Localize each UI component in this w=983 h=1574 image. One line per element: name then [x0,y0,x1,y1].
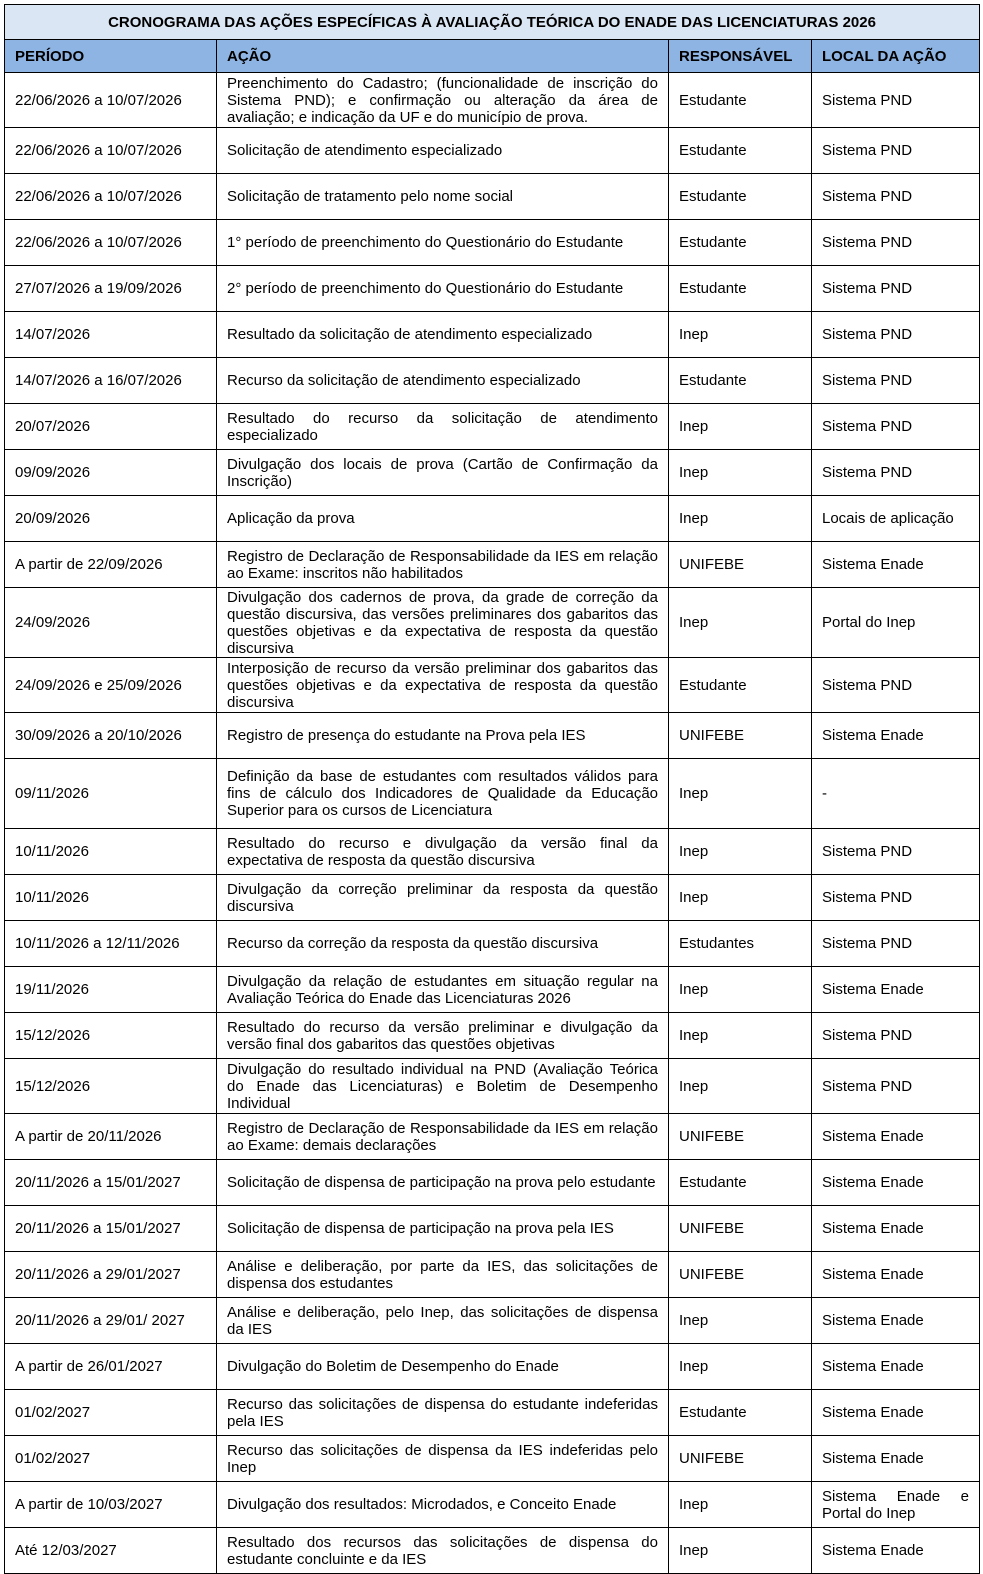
cell-acao: Registro de presença do estudante na Prova pela IES [217,713,669,759]
cell-responsavel: Inep [669,404,812,450]
cell-local: Sistema PND [812,220,980,266]
cell-local: Sistema Enade [812,542,980,588]
table-row [5,875,980,921]
cell-periodo: 22/06/2026 a 10/07/2026 [5,174,217,220]
cell-acao: Resultado da solicitação de atendimento especializado [217,312,669,358]
cell-responsavel: Inep [669,967,812,1013]
cell-periodo: 20/11/2026 a 29/01/2027 [5,1252,217,1298]
table-row [5,829,980,875]
cell-periodo: 24/09/2026 e 25/09/2026 [5,658,217,713]
cell-responsavel: Inep [669,759,812,829]
cell-local: Sistema PND [812,404,980,450]
cell-responsavel: Inep [669,496,812,542]
cell-local: Sistema PND [812,174,980,220]
cell-periodo: 10/11/2026 [5,875,217,921]
header-periodo: PERÍODO [5,40,217,73]
cell-local: Sistema PND [812,450,980,496]
cell-periodo: 09/11/2026 [5,759,217,829]
cell-local: Sistema PND [812,921,980,967]
cell-periodo: 20/11/2026 a 29/01/ 2027 [5,1298,217,1344]
cell-acao: Solicitação de dispensa de participação na prova pela IES [217,1206,669,1252]
cell-acao: Divulgação dos cadernos de prova, da grade de correção da questão discursiva, das versões preliminares dos gabaritos das questões objetivas e da expectativa de resposta da questão discursiva [217,588,669,658]
table-row [5,266,980,312]
table-title: CRONOGRAMA DAS AÇÕES ESPECÍFICAS À AVALIAÇÃO TEÓRICA DO ENADE DAS LICENCIATURAS 2026 [5,5,980,40]
cell-periodo: Até 12/03/2027 [5,1528,217,1574]
cell-acao: Solicitação de atendimento especializado [217,128,669,174]
title-row [5,5,980,40]
cell-periodo: 24/09/2026 [5,588,217,658]
cell-local: Sistema Enade [812,1114,980,1160]
table-row [5,1059,980,1114]
table-row [5,1160,980,1206]
cell-responsavel: Inep [669,1059,812,1114]
table-row [5,967,980,1013]
cell-local: - [812,759,980,829]
table-row [5,312,980,358]
cell-local: Sistema PND [812,358,980,404]
cell-local: Sistema PND [812,312,980,358]
table-row [5,220,980,266]
cell-periodo: 20/07/2026 [5,404,217,450]
table-row [5,1013,980,1059]
table-row [5,404,980,450]
cell-acao: Recurso das solicitações de dispensa do estudante indeferidas pela IES [217,1390,669,1436]
cell-acao: Aplicação da prova [217,496,669,542]
cell-responsavel: Estudante [669,128,812,174]
table-row [5,450,980,496]
cell-responsavel: Estudante [669,174,812,220]
cell-periodo: 15/12/2026 [5,1013,217,1059]
cell-periodo: A partir de 22/09/2026 [5,542,217,588]
cell-responsavel: UNIFEBE [669,1436,812,1482]
cell-periodo: 20/11/2026 a 15/01/2027 [5,1160,217,1206]
table-row [5,1436,980,1482]
cell-responsavel: Inep [669,312,812,358]
header-local: LOCAL DA AÇÃO [812,40,980,73]
cell-local: Sistema Enade [812,1344,980,1390]
cell-responsavel: Inep [669,875,812,921]
cell-responsavel: Estudante [669,658,812,713]
cell-periodo: 01/02/2027 [5,1436,217,1482]
cell-local: Sistema Enade [812,1436,980,1482]
cell-responsavel: Inep [669,829,812,875]
cell-local: Sistema PND [812,829,980,875]
cell-local: Sistema Enade [812,1206,980,1252]
header-acao: AÇÃO [217,40,669,73]
cell-acao: Divulgação dos locais de prova (Cartão de Confirmação da Inscrição) [217,450,669,496]
table-row [5,1252,980,1298]
cell-responsavel: Estudante [669,220,812,266]
cell-local: Sistema Enade [812,967,980,1013]
cell-responsavel: Inep [669,1298,812,1344]
table-row [5,1298,980,1344]
cell-responsavel: UNIFEBE [669,1252,812,1298]
cell-acao: Resultado dos recursos das solicitações de dispensa do estudante concluinte e da IES [217,1528,669,1574]
cell-acao: Preenchimento do Cadastro; (funcionalidade de inscrição do Sistema PND); e confirmação ou alteração da área de avaliação; e indicação da UF e do município de prova. [217,73,669,128]
cell-acao: Recurso das solicitações de dispensa da IES indeferidas pelo Inep [217,1436,669,1482]
cell-periodo: 10/11/2026 a 12/11/2026 [5,921,217,967]
table-row [5,128,980,174]
cell-local: Sistema Enade [812,1298,980,1344]
cell-acao: Análise e deliberação, pelo Inep, das solicitações de dispensa da IES [217,1298,669,1344]
cell-periodo: A partir de 20/11/2026 [5,1114,217,1160]
cell-responsavel: Estudante [669,358,812,404]
table-row [5,1482,980,1528]
cell-periodo: 27/07/2026 a 19/09/2026 [5,266,217,312]
table-row [5,174,980,220]
cell-periodo: 22/06/2026 a 10/07/2026 [5,128,217,174]
table-row [5,713,980,759]
cell-local: Sistema PND [812,1013,980,1059]
cell-acao: Divulgação da relação de estudantes em situação regular na Avaliação Teórica do Enade das Licenciaturas 2026 [217,967,669,1013]
cell-local: Sistema Enade e Portal do Inep [812,1482,980,1528]
schedule-table [4,4,980,1574]
cell-responsavel: Estudante [669,73,812,128]
cell-responsavel: UNIFEBE [669,542,812,588]
cell-acao: Registro de Declaração de Responsabilidade da IES em relação ao Exame: inscritos não habilitados [217,542,669,588]
table-row [5,1390,980,1436]
cell-periodo: 15/12/2026 [5,1059,217,1114]
cell-responsavel: Inep [669,450,812,496]
cell-periodo: 22/06/2026 a 10/07/2026 [5,220,217,266]
cell-acao: Resultado do recurso e divulgação da versão final da expectativa de resposta da questão discursiva [217,829,669,875]
cell-local: Sistema PND [812,128,980,174]
cell-local: Portal do Inep [812,588,980,658]
cell-responsavel: Inep [669,1013,812,1059]
cell-acao: Definição da base de estudantes com resultados válidos para fins de cálculo dos Indicadores de Qualidade da Educação Superior para os cursos de Licenciatura [217,759,669,829]
cell-acao: Divulgação da correção preliminar da resposta da questão discursiva [217,875,669,921]
cell-local: Sistema PND [812,73,980,128]
cell-periodo: 14/07/2026 [5,312,217,358]
cell-periodo: 19/11/2026 [5,967,217,1013]
cell-acao: Recurso da correção da resposta da questão discursiva [217,921,669,967]
cell-periodo: 20/11/2026 a 15/01/2027 [5,1206,217,1252]
cell-acao: Solicitação de dispensa de participação na prova pelo estudante [217,1160,669,1206]
cell-acao: Divulgação do resultado individual na PND (Avaliação Teórica do Enade das Licenciaturas) e Boletim de Desempenho Individual [217,1059,669,1114]
cell-periodo: A partir de 10/03/2027 [5,1482,217,1528]
cell-acao: 2° período de preenchimento do Questionário do Estudante [217,266,669,312]
cell-acao: Interposição de recurso da versão preliminar dos gabaritos das questões objetivas e da expectativa de resposta da questão discursiva [217,658,669,713]
table-row [5,1528,980,1574]
cell-responsavel: UNIFEBE [669,1114,812,1160]
table-row [5,759,980,829]
cell-periodo: 22/06/2026 a 10/07/2026 [5,73,217,128]
cell-periodo: 20/09/2026 [5,496,217,542]
cell-periodo: 10/11/2026 [5,829,217,875]
cell-acao: Resultado do recurso da solicitação de atendimento especializado [217,404,669,450]
cell-periodo: 09/09/2026 [5,450,217,496]
table-row [5,496,980,542]
cell-acao: Solicitação de tratamento pelo nome social [217,174,669,220]
cell-local: Sistema Enade [812,1252,980,1298]
table-row [5,1344,980,1390]
schedule-rows [5,73,980,1574]
cell-periodo: 30/09/2026 a 20/10/2026 [5,713,217,759]
cell-responsavel: UNIFEBE [669,713,812,759]
cell-local: Sistema Enade [812,1390,980,1436]
cell-acao: Análise e deliberação, por parte da IES, das solicitações de dispensa dos estudantes [217,1252,669,1298]
cell-acao: 1° período de preenchimento do Questionário do Estudante [217,220,669,266]
cell-local: Sistema PND [812,266,980,312]
cell-local: Sistema PND [812,1059,980,1114]
cell-responsavel: Inep [669,1528,812,1574]
cell-responsavel: Estudante [669,1390,812,1436]
cell-local: Sistema Enade [812,1528,980,1574]
cell-responsavel: Estudante [669,1160,812,1206]
cell-periodo: 01/02/2027 [5,1390,217,1436]
cell-responsavel: Inep [669,588,812,658]
table-row [5,1114,980,1160]
header-responsavel: RESPONSÁVEL [669,40,812,73]
table-row [5,921,980,967]
table-row [5,588,980,658]
table-row [5,1206,980,1252]
header-row [5,40,980,73]
cell-local: Sistema Enade [812,1160,980,1206]
cell-periodo: A partir de 26/01/2027 [5,1344,217,1390]
cell-acao: Recurso da solicitação de atendimento especializado [217,358,669,404]
cell-acao: Divulgação dos resultados: Microdados, e Conceito Enade [217,1482,669,1528]
table-row [5,542,980,588]
cell-acao: Registro de Declaração de Responsabilidade da IES em relação ao Exame: demais declarações [217,1114,669,1160]
cell-local: Sistema PND [812,658,980,713]
cell-local: Sistema Enade [812,713,980,759]
cell-responsavel: Inep [669,1344,812,1390]
cell-local: Locais de aplicação [812,496,980,542]
cell-responsavel: Inep [669,1482,812,1528]
cell-responsavel: UNIFEBE [669,1206,812,1252]
cell-responsavel: Estudantes [669,921,812,967]
cell-acao: Resultado do recurso da versão preliminar e divulgação da versão final dos gabaritos das questões objetivas [217,1013,669,1059]
schedule-document [4,4,979,1574]
cell-acao: Divulgação do Boletim de Desempenho do Enade [217,1344,669,1390]
cell-periodo: 14/07/2026 a 16/07/2026 [5,358,217,404]
cell-local: Sistema PND [812,875,980,921]
table-row [5,358,980,404]
table-row [5,73,980,128]
table-row [5,658,980,713]
cell-responsavel: Estudante [669,266,812,312]
